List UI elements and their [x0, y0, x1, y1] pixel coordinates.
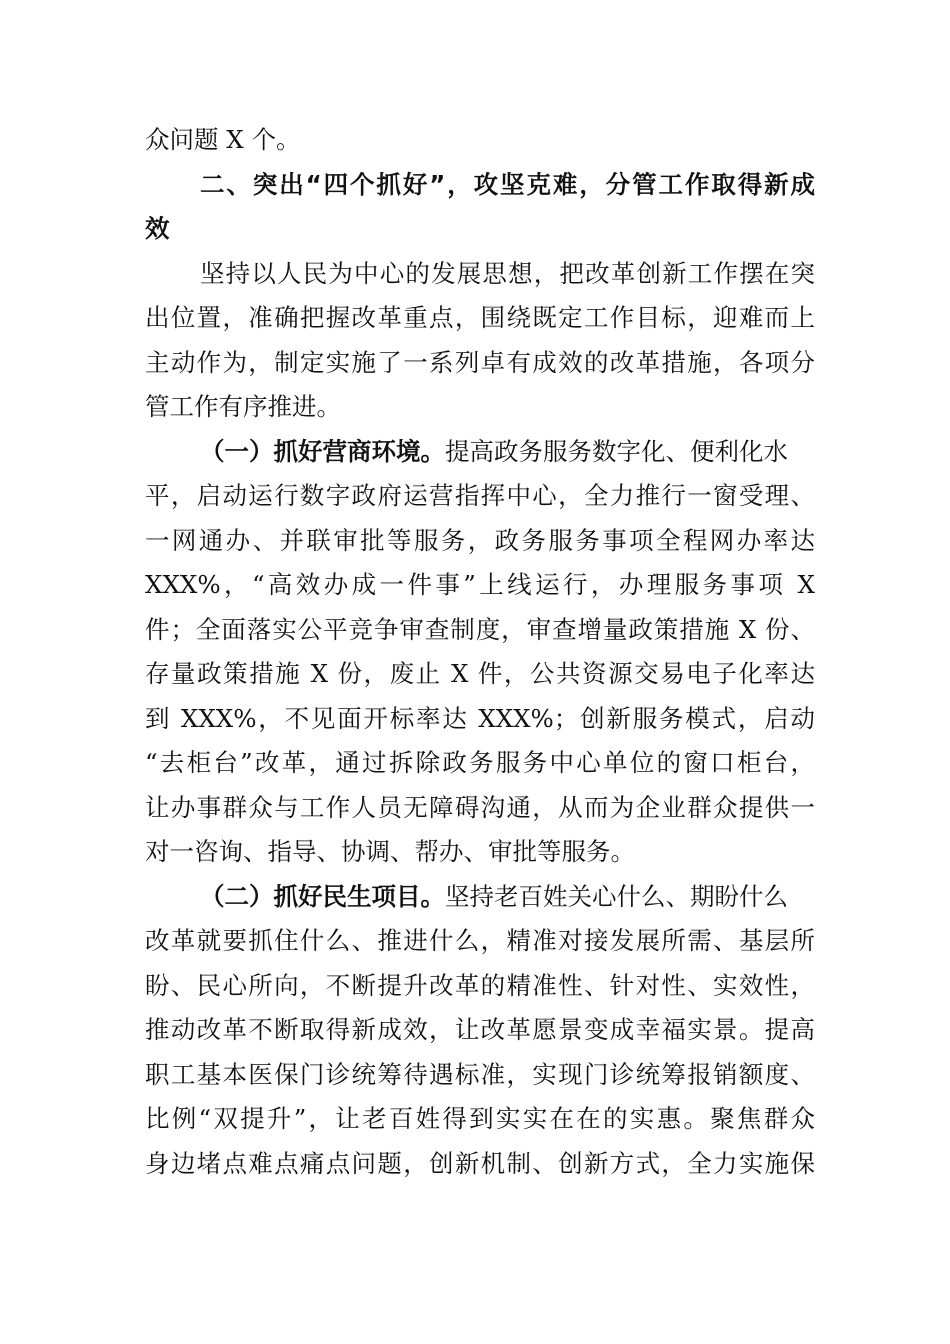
subsection-text: 提高政务服务数字化、便利化水 [445, 437, 788, 466]
paragraph-line: XXX%，“高效办成一件事”上线运行，办理服务事项 X [145, 570, 815, 599]
paragraph-line: 管工作有序推进。 [145, 392, 341, 421]
subsection-title: （一）抓好营商环境。 [200, 437, 445, 466]
paragraph-line: 比例“双提升”，让老百姓得到实实在在的实惠。聚焦群众 [145, 1104, 815, 1133]
section-heading: 二、突出“四个抓好”，攻坚克难，分管工作取得新成 [200, 170, 815, 199]
paragraph-line: 众问题 X 个。 [145, 125, 301, 154]
subsection-title: （二）抓好民生项目。 [200, 882, 445, 911]
paragraph-line: 存量政策措施 X 份，废止 X 件，公共资源交易电子化率达 [145, 659, 815, 688]
paragraph-line: 职工基本医保门诊统筹待遇标准，实现门诊统筹报销额度、 [145, 1060, 815, 1089]
paragraph-line: 平，启动运行数字政府运营指挥中心，全力推行一窗受理、 [145, 481, 815, 510]
paragraph-line: 件；全面落实公平竞争审查制度，审查增量政策措施 X 份、 [145, 615, 815, 644]
subsection-line [200, 434, 815, 470]
paragraph-line: 推动改革不断取得新成效，让改革愿景变成幸福实景。提高 [145, 1015, 815, 1044]
paragraph-line: 改革就要抓住什么、推进什么，精准对接发展所需、基层所 [145, 926, 815, 955]
paragraph-line: 让办事群众与工作人员无障碍沟通，从而为企业群众提供一 [145, 793, 815, 822]
section-heading-continuation: 效 [145, 214, 170, 243]
paragraph-line: “去柜台”改革，通过拆除政务服务中心单位的窗口柜台， [145, 748, 815, 777]
paragraph-line: 主动作为，制定实施了一系列卓有成效的改革措施，各项分 [145, 348, 815, 377]
paragraph-line: 盼、民心所向，不断提升改革的精准性、针对性、实效性， [145, 971, 815, 1000]
subsection-line [200, 879, 815, 915]
paragraph-line: 到 XXX%，不见面开标率达 XXX%；创新服务模式，启动 [145, 704, 815, 733]
subsection-text: 坚持老百姓关心什么、期盼什么 [445, 882, 788, 911]
paragraph-line: 对一咨询、指导、协调、帮办、审批等服务。 [145, 837, 635, 866]
paragraph-line: 身边堵点难点痛点问题，创新机制、创新方式，全力实施保 [145, 1149, 815, 1178]
paragraph-line: 坚持以人民为中心的发展思想，把改革创新工作摆在突 [200, 259, 815, 288]
paragraph-line: 一网通办、并联审批等服务，政务服务事项全程网办率达 [145, 526, 815, 555]
paragraph-line: 出位置，准确把握改革重点，围绕既定工作目标，迎难而上 [145, 303, 815, 332]
